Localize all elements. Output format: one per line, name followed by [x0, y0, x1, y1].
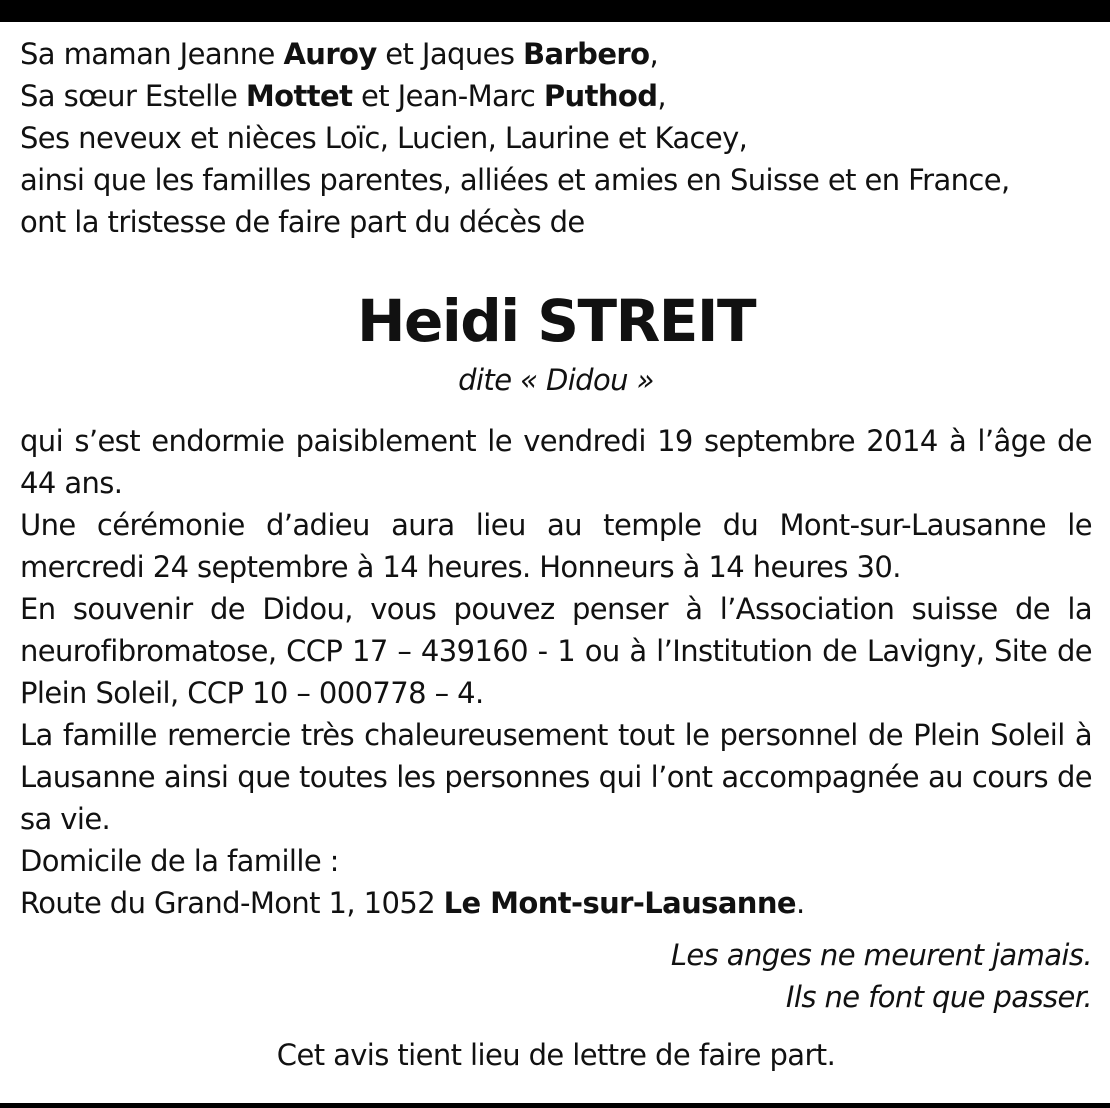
family-address [20, 882, 1092, 924]
family-text: Sa maman Jeanne [20, 37, 284, 71]
family-surname: Auroy [283, 37, 377, 71]
closing-note: Cet avis tient lieu de lettre de faire part. [276, 1038, 836, 1072]
family-line-mother [20, 33, 1092, 75]
bottom-border-rule [0, 1103, 1110, 1108]
death-paragraph: qui s’est endormie paisiblement le vendredi 19 septembre 2014 à l’âge de 44 ans. [20, 424, 1092, 500]
deceased-name: Heidi STREIT [356, 287, 756, 355]
family-text: , [649, 37, 659, 71]
quote-line: Les anges ne meurent jamais. [670, 938, 1092, 972]
family-text: et Jaques [376, 37, 523, 71]
address-end: . [795, 886, 805, 920]
family-surname: Mottet [245, 79, 353, 113]
thanks-paragraph: La famille remercie très chaleureusement tout le personnel de Plein Soleil à Lausanne ainsi que toutes les personnes qui l’ont accompagnée au cours de sa vie. [20, 718, 1092, 836]
address-town: Le Mont-sur-Lausanne [443, 886, 796, 920]
ceremony-paragraph: Une cérémonie d’adieu aura lieu au temple du Mont-sur-Lausanne le mercredi 24 septembre à 14 heures. Honneurs à 14 heures 30. [20, 508, 1092, 584]
family-text: Ses neveux et nièces Loïc, Lucien, Laurine et Kacey, [20, 121, 748, 155]
obituary-notice [20, 33, 1092, 1076]
family-line-nephews [20, 117, 1092, 159]
family-line-relatives [20, 159, 1092, 201]
family-line-announcement [20, 201, 1092, 243]
family-line-sister [20, 75, 1092, 117]
memorial-quote [20, 934, 1092, 1018]
family-text: Sa sœur Estelle [20, 79, 246, 113]
donation-paragraph: En souvenir de Didou, vous pouvez penser à l’Association suisse de la neurofibromatose, CCP 17 – 439160 - 1 ou à l’Institution de Lavigny, Site de Plein Soleil, CCP 10 – 000778 – 4. [20, 592, 1092, 710]
family-text: et Jean-Marc [352, 79, 544, 113]
quote-line: Ils ne font que passer. [785, 980, 1092, 1014]
top-border-rule [0, 0, 1110, 22]
family-text: ainsi que les familles parentes, alliées et amies en Suisse et en France, [20, 163, 1010, 197]
address-street: Route du Grand-Mont 1, 1052 [20, 886, 444, 920]
family-text: , [657, 79, 666, 113]
family-text: ont la tristesse de faire part du décès de [20, 205, 585, 239]
family-surname: Puthod [543, 79, 658, 113]
deceased-nickname: dite « Didou » [458, 363, 654, 397]
family-surname: Barbero [523, 37, 650, 71]
domicile-label: Domicile de la famille : [20, 844, 339, 878]
